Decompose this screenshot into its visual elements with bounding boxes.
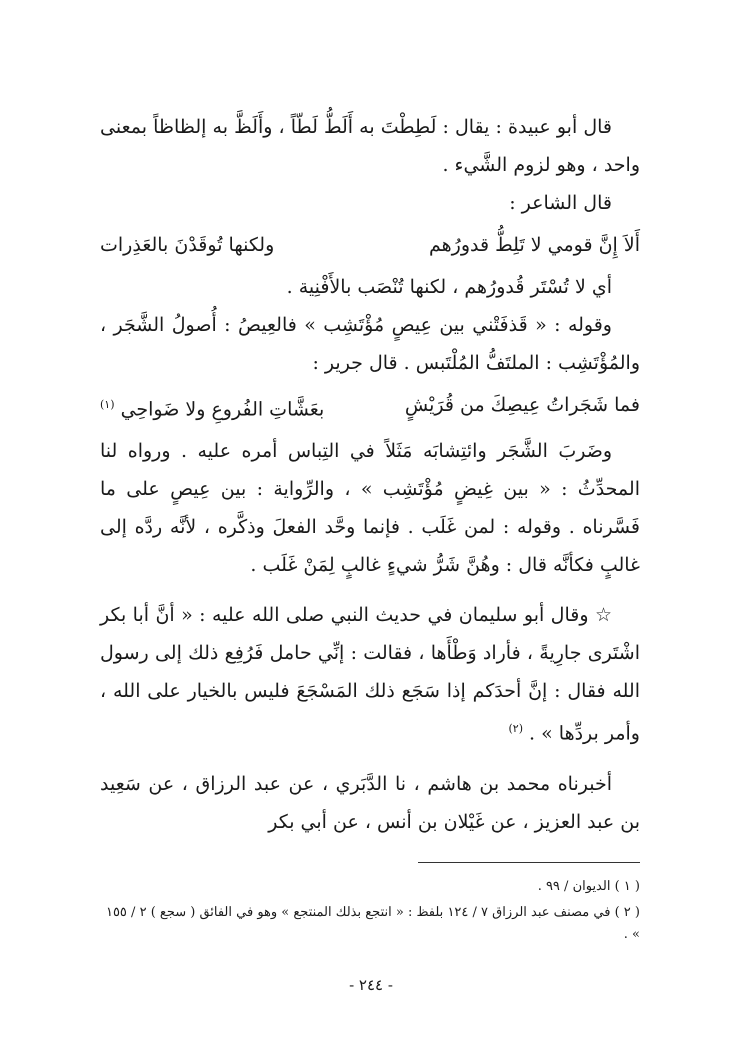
verse-1-first-hemistich: أَلاَ إِنَّ قومي لا تَلِطُّ قدورُهم	[429, 234, 640, 256]
paragraph-4: وقوله : « قَذفَتْني بين عِيصٍ مُؤْتَشِب » فالعِيصُ : أُصولُ الشَّجَر ، والمُؤْتَشِب : الملتَفُّ المُلْتَبس . قال جرير :	[100, 314, 640, 374]
paragraph-1: قال أبو عبيدة : يقال : لَطِطْتَ به أَلَطُّ لَطّاً ، وأَلَظَّ به إلظاظاً بمعنى واحد ، وهو لزوم الشَّيء .	[100, 116, 640, 176]
verse-2-second-text: بعَشَّاتِ الفُروعِ ولا ضَواحِي	[120, 398, 325, 421]
footnote-ref-1: (١)	[100, 398, 115, 411]
paragraph-3: أي لا تُسْتَر قُدورُهم ، لكنها تُنْصَب بالأَفْنِية .	[286, 276, 612, 298]
footnote-ref-2: (٢)	[508, 722, 523, 736]
footnote-divider	[418, 862, 640, 863]
page-number: - ٢٤٤ -	[349, 976, 393, 994]
verse-1	[100, 226, 640, 264]
footnote-2: ( ٢ ) في مصنف عبد الرزاق ٧ / ١٢٤ بلفظ : « انتجع بذلك المنتجع » وهو في الفائق ( سجع ) ٢ / ١٥٥ » .	[105, 905, 640, 942]
paragraph-7: أخبرناه محمد بن هاشم ، نا الدَّبَري ، عن عبد الرزاق ، عن سَعِيد بن عبد العزيز ، عن غَيْلان بن أنس ، عن أبي بكر	[100, 772, 640, 833]
verse-1-second-hemistich: ولكنها تُوقَدْنَ بالعَذِرات	[100, 234, 275, 256]
verse-2	[100, 386, 640, 428]
paragraph-2: قال الشاعر :	[509, 192, 612, 214]
verse-2-first-hemistich: فما شَجَراتُ عِيصِكَ من قُرَيْشٍ	[404, 394, 640, 416]
footnotes	[100, 876, 640, 946]
page-body	[100, 108, 640, 841]
paragraph-6-text: ☆ وقال أبو سليمان في حديث النبي صلى الله عليه : « أنَّ أبا بكر اشْتَرى جارِيةً ، فأراد وَطْأَها ، فقالت : إنِّي حامل فَرُفِع ذلك إلى رسول الله فقال : إنَّ أحدَكم إذا سَجَع ذلك المَسْجَعَ فليس بالخيار على الله ، وأمر بردِّها » .	[100, 604, 640, 745]
footnote-1: ( ١ ) الديوان / ٩٩ .	[537, 879, 640, 894]
paragraph-5: وضَربَ الشَّجَر وائتِشابَه مَثَلاً في التِباس أمره عليه . ورواه لنا المحدِّثُ : « بين غِيضٍ مُؤْتَشِب » ، والرِّواية : بين عِيصٍ على ما فَسَّرناه . وقوله : لمن غَلَب . فإنما وحَّد الفعلَ وذكَّره ، لأنَّه ردَّه إلى غالبٍ فكأنَّه قال : وهُنَّ شَرُّ شيءٍ غالبٍ لِمَنْ غَلَب .	[100, 440, 640, 577]
verse-2-second-hemistich	[100, 386, 324, 428]
paragraph-6	[100, 596, 640, 752]
